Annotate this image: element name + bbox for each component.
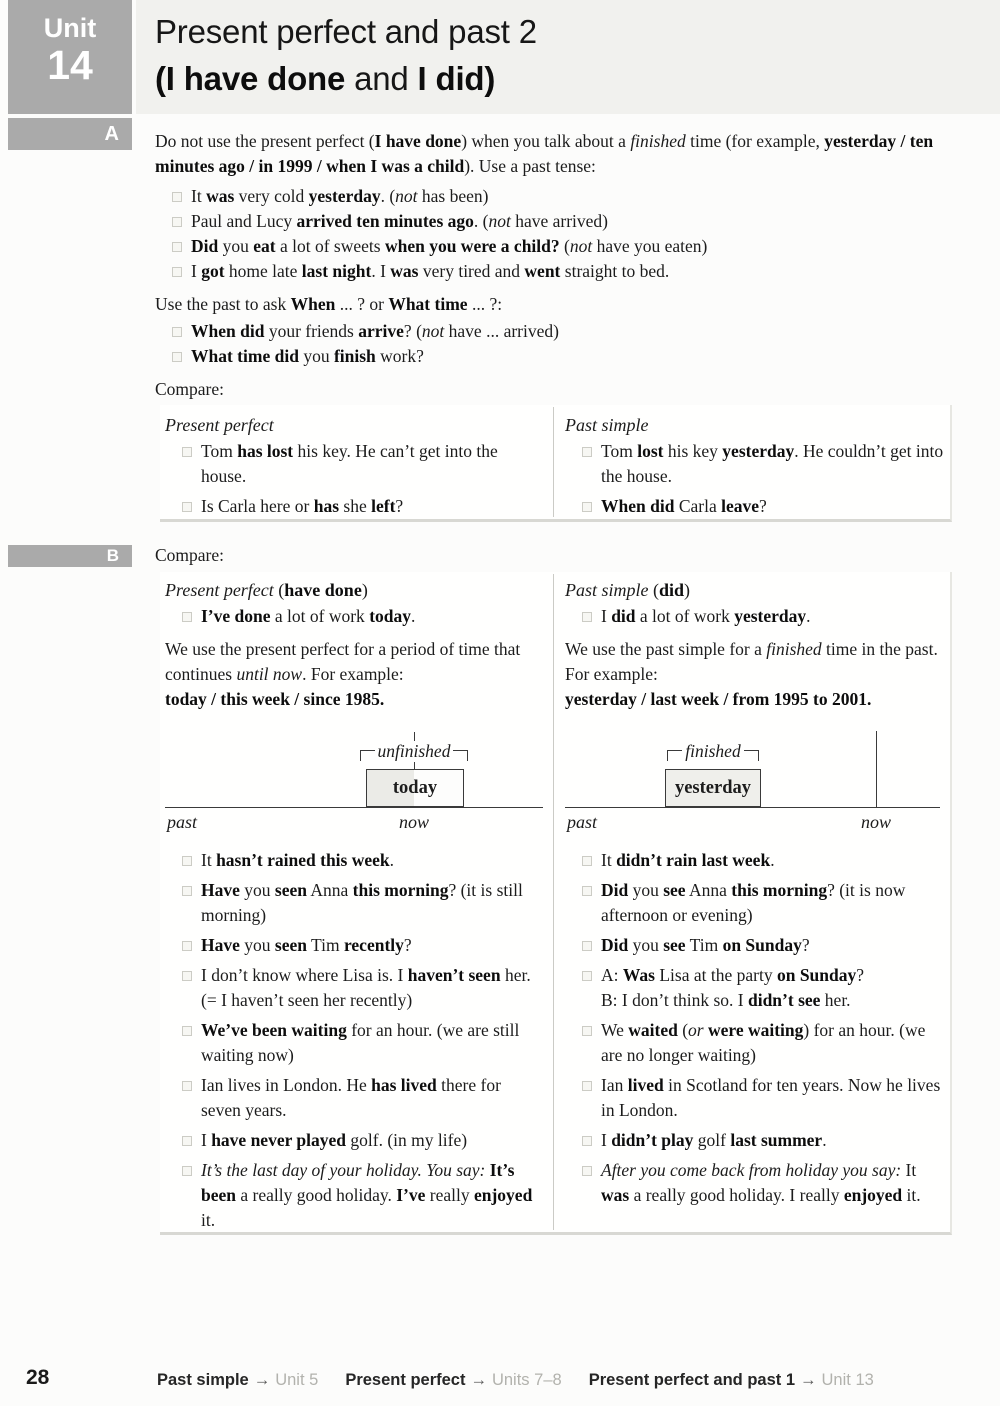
square-bullet-icon bbox=[172, 242, 182, 252]
time-period-label: yesterday bbox=[674, 777, 752, 798]
example-text: I did a lot of work yesterday. bbox=[601, 606, 811, 626]
section-a-ask-list bbox=[172, 319, 957, 369]
square-bullet-icon bbox=[582, 447, 592, 457]
cross-reference-unit: Units 7–8 bbox=[491, 1371, 562, 1389]
square-bullet-icon bbox=[182, 886, 192, 896]
example-text: Ian lives in London. He has lived there for seven years. bbox=[201, 1075, 501, 1120]
present-perfect-column bbox=[165, 405, 545, 524]
cross-reference-topic: Present perfect bbox=[345, 1371, 466, 1389]
time-phrases: today / this week / since 1985. bbox=[165, 689, 385, 709]
cross-reference-topic: Present perfect and past 1 bbox=[588, 1371, 796, 1389]
cross-reference bbox=[157, 1371, 318, 1390]
compare-box-b bbox=[160, 572, 952, 1235]
compare-label-a: Compare: bbox=[155, 379, 225, 399]
past-simple-column bbox=[565, 572, 945, 1213]
time-period-box bbox=[366, 769, 464, 807]
square-bullet-icon bbox=[582, 971, 592, 981]
unit-badge bbox=[8, 0, 132, 114]
square-bullet-icon bbox=[172, 192, 182, 202]
square-bullet-icon bbox=[172, 352, 182, 362]
cross-reference-unit: Unit 13 bbox=[821, 1371, 874, 1389]
square-bullet-icon bbox=[182, 1081, 192, 1091]
section-b-marker bbox=[8, 545, 132, 567]
usage-explanation: We use the present perfect for a period of time that continues until now. For example: bbox=[165, 639, 521, 684]
present-perfect-column bbox=[165, 572, 545, 1238]
unit-number: 14 bbox=[47, 42, 93, 88]
now-label: now bbox=[398, 812, 429, 832]
square-bullet-icon bbox=[582, 1081, 592, 1091]
square-bullet-icon bbox=[582, 612, 592, 622]
square-bullet-icon bbox=[182, 1026, 192, 1036]
title-line1: Present perfect and past 2 bbox=[155, 13, 537, 50]
past-simple-column bbox=[565, 405, 945, 524]
bracket-corner-left-icon bbox=[667, 750, 682, 761]
example-item bbox=[182, 439, 545, 489]
example-text: It’s the last day of your holiday. You say: It’s been a really good holiday. I’ve really enjoyed it. bbox=[201, 1160, 533, 1230]
square-bullet-icon bbox=[182, 502, 192, 512]
usage-explanation: We use the past simple for a finished time in the past. For example: bbox=[565, 639, 938, 684]
time-period-box bbox=[665, 769, 761, 807]
timeline-diagram-unfinished bbox=[165, 719, 545, 841]
example-item bbox=[172, 344, 957, 369]
time-phrases: yesterday / last week / from 1995 to 2001. bbox=[565, 689, 872, 709]
square-bullet-icon bbox=[182, 941, 192, 951]
square-bullet-icon bbox=[182, 971, 192, 981]
example-item bbox=[182, 1018, 545, 1068]
square-bullet-icon bbox=[182, 1166, 192, 1176]
example-item bbox=[582, 439, 945, 489]
section-a-marker bbox=[8, 118, 132, 150]
now-label: now bbox=[860, 812, 891, 832]
square-bullet-icon bbox=[182, 856, 192, 866]
range-bracket bbox=[357, 741, 471, 762]
cross-reference-unit: Unit 5 bbox=[275, 1371, 319, 1389]
example-item bbox=[172, 319, 957, 344]
example-text: Ian lived in Scotland for ten years. Now he lives in London. bbox=[601, 1075, 941, 1120]
example-item bbox=[182, 1128, 545, 1153]
example-item bbox=[582, 933, 945, 958]
example-text: A: Was Lisa at the party on Sunday? B: I don’t think so. I didn’t see her. bbox=[601, 965, 865, 1010]
example-item bbox=[182, 604, 545, 629]
example-text: I didn’t play golf last summer. bbox=[601, 1130, 827, 1150]
title-line2: (I have done and I did) bbox=[155, 60, 496, 97]
page-number: 28 bbox=[26, 1366, 50, 1389]
cross-reference bbox=[589, 1371, 874, 1390]
example-text: It didn’t rain last week. bbox=[601, 850, 775, 870]
arrow-icon: → bbox=[253, 1371, 271, 1389]
square-bullet-icon bbox=[182, 612, 192, 622]
example-item bbox=[182, 1158, 545, 1233]
past-label: past bbox=[167, 812, 198, 832]
column-heading: Present perfect bbox=[165, 415, 274, 435]
time-period-label: today bbox=[392, 777, 438, 798]
square-bullet-icon bbox=[182, 1136, 192, 1146]
example-item bbox=[172, 209, 957, 234]
column-example-list bbox=[582, 439, 945, 519]
arrow-icon: → bbox=[470, 1371, 487, 1389]
square-bullet-icon bbox=[582, 1166, 592, 1176]
section-a-intro: Do not use the present perfect (I have done) when you talk about a finished time (for example, yesterday / ten minutes ago / in 1999 / when I was a child). Use a past tense: bbox=[155, 131, 934, 176]
timeline-diagram-finished bbox=[565, 719, 945, 841]
column-heading: Past simple bbox=[565, 415, 649, 435]
square-bullet-icon bbox=[172, 267, 182, 277]
unit-label: Unit bbox=[43, 13, 97, 43]
example-item bbox=[172, 259, 957, 284]
example-text: We waited (or were waiting) for an hour. (we are no longer waiting) bbox=[601, 1020, 926, 1065]
column-heading: Past simple (did) bbox=[565, 580, 691, 600]
example-item bbox=[172, 234, 957, 259]
past-label: past bbox=[567, 812, 598, 832]
example-item bbox=[582, 1018, 945, 1068]
bracket-label: finished bbox=[682, 741, 743, 762]
example-item bbox=[582, 848, 945, 873]
section-b-letter: B bbox=[106, 546, 119, 565]
column-example-list bbox=[182, 848, 545, 1233]
compare-label-b: Compare: bbox=[155, 545, 225, 565]
cross-reference-topic: Past simple bbox=[157, 1371, 249, 1389]
example-text: I got home late last night. I was very tired and went straight to bed. bbox=[191, 261, 670, 281]
example-text: We’ve been waiting for an hour. (we are still waiting now) bbox=[201, 1020, 520, 1065]
arrow-icon: → bbox=[800, 1371, 817, 1389]
example-text: I have never played golf. (in my life) bbox=[201, 1130, 468, 1150]
timeline-axis bbox=[565, 807, 940, 808]
square-bullet-icon bbox=[582, 856, 592, 866]
example-text: I’ve done a lot of work today. bbox=[201, 606, 416, 626]
example-item bbox=[582, 1158, 945, 1208]
example-item bbox=[182, 848, 545, 873]
example-text: Did you see Anna this morning? (it is now afternoon or evening) bbox=[601, 880, 906, 925]
timeline-axis bbox=[165, 807, 543, 808]
example-item bbox=[582, 604, 945, 629]
example-item bbox=[582, 1073, 945, 1123]
example-text: When did your friends arrive? (not have ... arrived) bbox=[191, 321, 559, 341]
example-item bbox=[582, 1128, 945, 1153]
compare-box-a bbox=[160, 405, 952, 522]
example-text: Tom lost his key yesterday. He couldn’t get into the house. bbox=[601, 441, 944, 486]
section-a-letter: A bbox=[104, 123, 119, 145]
example-item bbox=[182, 494, 545, 519]
square-bullet-icon bbox=[182, 447, 192, 457]
example-text: Paul and Lucy arrived ten minutes ago. (not have arrived) bbox=[191, 211, 609, 231]
example-item bbox=[182, 933, 545, 958]
example-item bbox=[182, 1073, 545, 1123]
bracket-label: unfinished bbox=[375, 741, 454, 762]
column-example-list bbox=[582, 848, 945, 1208]
example-text: It was very cold yesterday. (not has been) bbox=[191, 186, 489, 206]
page-title bbox=[155, 8, 537, 102]
example-text: Did you eat a lot of sweets when you were a child? (not have you eaten) bbox=[191, 236, 708, 256]
column-example-list bbox=[182, 439, 545, 519]
square-bullet-icon bbox=[582, 1026, 592, 1036]
section-a-ask-intro: Use the past to ask When ... ? or What time ... ?: bbox=[155, 294, 503, 314]
square-bullet-icon bbox=[172, 327, 182, 337]
range-bracket bbox=[653, 741, 773, 762]
section-a-example-list bbox=[172, 184, 957, 284]
square-bullet-icon bbox=[582, 1136, 592, 1146]
example-item bbox=[582, 878, 945, 928]
cross-reference bbox=[345, 1371, 561, 1390]
bracket-corner-right-icon bbox=[744, 750, 759, 761]
example-text: What time did you finish work? bbox=[191, 346, 424, 366]
example-item bbox=[582, 494, 945, 519]
example-item bbox=[182, 963, 545, 1013]
example-text: Have you seen Anna this morning? (it is still morning) bbox=[201, 880, 523, 925]
bracket-corner-left-icon bbox=[360, 750, 375, 761]
bracket-corner-right-icon bbox=[453, 750, 468, 761]
example-text: I don’t know where Lisa is. I haven’t seen her. (= I haven’t seen her recently) bbox=[201, 965, 531, 1010]
column-lead-example bbox=[182, 604, 545, 629]
column-lead-example bbox=[582, 604, 945, 629]
example-text: It hasn’t rained this week. bbox=[201, 850, 395, 870]
now-marker-line bbox=[876, 731, 877, 807]
example-text: After you come back from holiday you say: It was a really good holiday. I really enjoyed it. bbox=[601, 1160, 921, 1205]
cross-reference-bar bbox=[157, 1371, 874, 1390]
square-bullet-icon bbox=[582, 886, 592, 896]
square-bullet-icon bbox=[582, 941, 592, 951]
square-bullet-icon bbox=[582, 502, 592, 512]
example-item bbox=[172, 184, 957, 209]
example-text: When did Carla leave? bbox=[601, 496, 767, 516]
example-text: Did you see Tim on Sunday? bbox=[601, 935, 810, 955]
example-text: Is Carla here or has she left? bbox=[201, 496, 404, 516]
example-text: Tom has lost his key. He can’t get into the house. bbox=[201, 441, 498, 486]
example-item bbox=[182, 878, 545, 928]
column-heading: Present perfect (have done) bbox=[165, 580, 368, 600]
example-text: Have you seen Tim recently? bbox=[201, 935, 412, 955]
example-item bbox=[582, 963, 945, 1013]
square-bullet-icon bbox=[172, 217, 182, 227]
